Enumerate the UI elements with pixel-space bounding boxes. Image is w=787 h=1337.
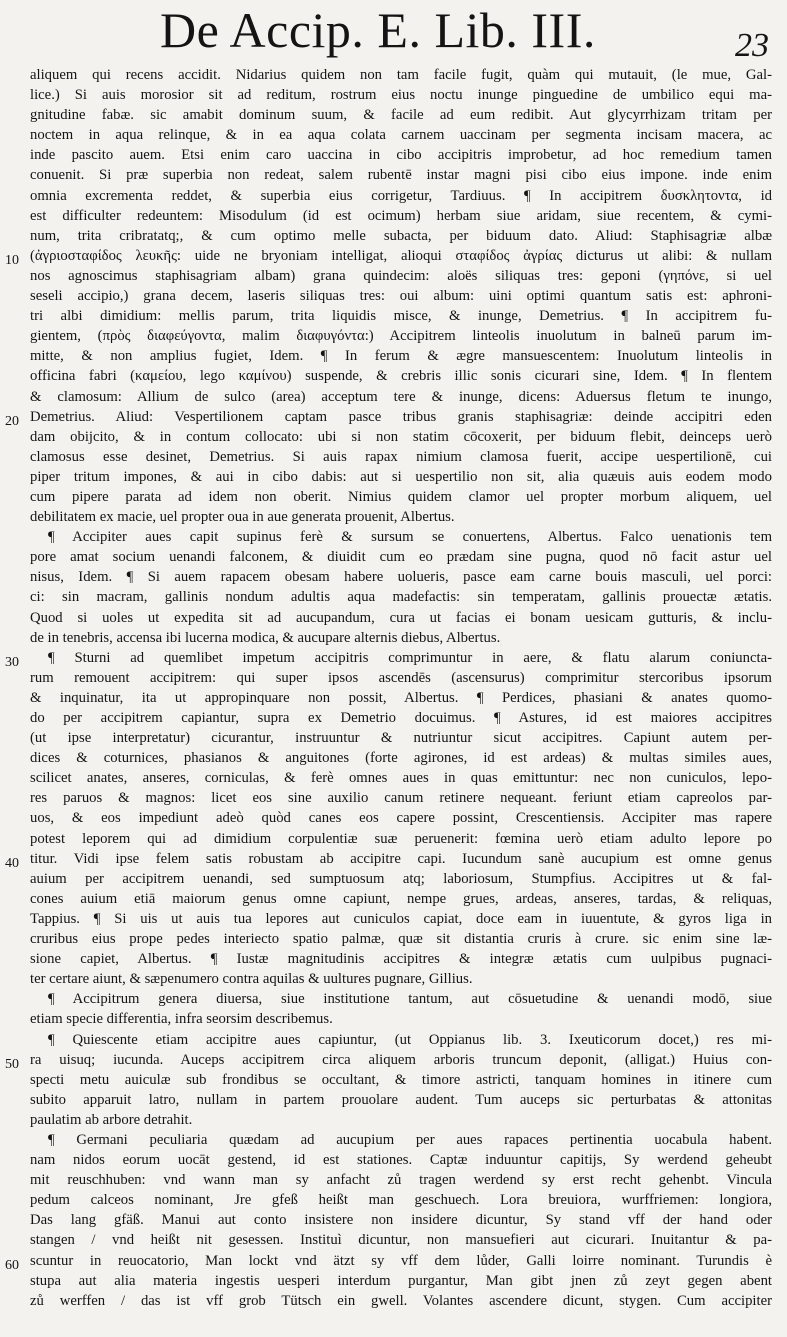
text-line: lice.) Si auis morosior sit ad reditum, rostrum eius noctu inunge pinguedine de umbilico equi ma- xyxy=(30,87,772,104)
text-line: ¶ Germani peculiaria quædam ad aucupium per aues rapaces pertinentia uocabula habent. xyxy=(48,1131,772,1148)
text-line: gientem, (πρὸς διαφεύγοντα, malim διαφυγόντα:) Accipitrem linteolis inuolutum in balneū parum im- xyxy=(30,328,772,345)
text-line: clamosus esse desinet, Demetrius. Si auis rapax nimium clamosa fuerit, accipe uespertilionē, cui xyxy=(30,448,772,465)
margin-line-number: 60 xyxy=(5,1258,19,1273)
text-line: conuenit. Si præ superbia non redeat, salem rubentē instar magni pisi cibo eius impone. inde enim xyxy=(30,167,772,184)
text-line: noctem in aqua relinque, & in ea aqua colata carnem uaccinam per segmenta incisam macera, ac xyxy=(30,127,772,144)
text-line: cruribus eius prope pedes interiecto spatio palmæ, quæ sit distantia cruris à crure. sic enim sine læ- xyxy=(30,931,772,948)
text-line: & clamosum: Allium de sulco (area) acceptum tere & inunge, dicens: Aduersus fletum te inungo, xyxy=(30,388,772,405)
text-line: num, trita cribratatq;, & cum optimo melle subacta, per biduum dato. Aliud: Staphisagriæ albæ xyxy=(30,227,772,244)
body-text xyxy=(30,65,772,1311)
text-line: aliquem qui recens accidit. Nidarius quidem non tam facile fugit, quàm qui mutauit, (le mue, Gal- xyxy=(30,67,772,83)
text-line: etiam specie differentia, infra seorsim describemus. xyxy=(30,1011,333,1028)
text-line: scilicet anates, anseres, corniculas, & ferè omnes aues in quas emittuntur: nec non cuniculos, lepo- xyxy=(30,770,772,787)
text-line: stangen / vnd heißt nit gesessen. Instituì dicuntur, non mansuefieri aut cicurari. Inuitantur & pa- xyxy=(30,1232,772,1249)
margin-line-number: 50 xyxy=(5,1057,19,1072)
text-line: debilitatem ex macie, uel propter oua in aue generata prouenit, Albertus. xyxy=(30,509,455,526)
margin-line-number: 20 xyxy=(5,414,19,429)
text-line: ¶ Accipiter aues capit supinus ferè & sursum se conuertens, Albertus. Falco uenationis tem xyxy=(48,529,772,546)
text-line: officina fabri (καμείου, lego καμίνου) suspende, & crebris illic sonis cicurari sine, Idem. ¶ In flentem xyxy=(30,368,772,385)
text-line: mitte, & non amplius fugiet, Idem. ¶ In ferum & ægre mansuescentem: Inuolutum linteolis in xyxy=(30,348,772,365)
text-line: ra uisuq; iucunda. Auceps accipitrem circa aliquem arboris truncum deponit, (alligat.) Huius con- xyxy=(30,1051,772,1068)
text-line: zů werffen / das ist vff grob Tütsch ein gwell. Volantes ascendere dicunt, stygen. Cum accipiter xyxy=(30,1292,772,1309)
text-line: potest leporem qui ad dimidium corpulentiæ suæ peruenerit: fœmina uerò etiam adulto lepore po xyxy=(30,830,772,847)
text-line: sione capiet, Albertus. ¶ Iustæ magnitudinis accipitres & integræ ætatis cum uulpibus pugnaci- xyxy=(30,951,772,968)
page-number: 23 xyxy=(735,27,769,64)
text-line: dam obijcito, & in contum collocato: ubi si non statim cōcoxerit, per biduum flebit, deinceps uerò xyxy=(30,428,772,445)
text-line: auium per accipitrem uenandi, sed sumptuosum atq; laboriosum, Stumpfius. Accipitres ut & fal- xyxy=(30,870,772,887)
text-line: seseli accipio,) grana decem, laseris siliquas tres: oui album: uini optimi quantum satis est: aphroni- xyxy=(30,288,772,305)
margin-line-number: 40 xyxy=(5,856,19,871)
text-line: (ἀγριοσταφίδος λευκῆς: uide ne bryoniam intelligat, alioqui σταφίδος ἀγρίας dicturus ut alibi: & nullam xyxy=(30,247,772,264)
text-line: gnitudine fabæ. sic amabit dominum suum, & facile ad eum redibit. Aut glycyrrhizam tritam per xyxy=(30,107,772,124)
text-line: ¶ Quiescente etiam accipitre aues capiuntur, (ut Oppianus lib. 3. Ixeuticorum docet,) res mi- xyxy=(48,1031,772,1048)
text-line: omnia excrementa reddet, & superbia eius corrigetur, Tardiuus. ¶ In accipitrem δυσκλητοντα, id xyxy=(30,187,772,204)
margin-line-number: 30 xyxy=(5,655,19,670)
text-line: inde pascito auem. Etsi enim caro uaccina in cibo accipitris improbetur, ad hoc remedium tamen xyxy=(30,147,772,164)
text-line: cones auium etiā maiorum genus omne capiunt, nempe grues, ardeas, anseres, tardas, & reliquas, xyxy=(30,890,772,907)
text-line: est difficulter redeuntem: Misodulum (id est ocimum) herbam siue aridam, siue recentem, & cymi- xyxy=(30,207,772,224)
text-line: Das lang gfäß. Manui aut conto insistere non insidere dicuntur, Sy stand vff der hand oder xyxy=(30,1212,772,1229)
running-header xyxy=(0,0,787,64)
text-line: res paruos & magnos: licet eos sine auxilio canum retinere nequeant. feriunt etiam capreolos par- xyxy=(30,790,772,807)
text-line: pore amat socium uenandi falconem, & diuidit cum eo prædam sine pugna, quod nō facit astur uel xyxy=(30,549,772,566)
text-line: mit reuschhuben: vnd wann man sy anfacht zů tragen werdend sy erst recht gehenbt. Vincula xyxy=(30,1172,772,1189)
text-line: cum pipere parata ad idem non oberit. Nimius quidem clamor uel propter morbum aliquem, uel xyxy=(30,488,772,505)
text-line: stupa aut alia materia ingestis uesperi interdum purgantur, Man gibt jnen zů zeyt gegen abent xyxy=(30,1272,772,1289)
text-line: nam nidos eorum uocāt gestend, id est stationes. Captæ induuntur capitijs, Sy werdend geheubt xyxy=(30,1152,772,1169)
text-line: rum remouent accipitrem: qui super ipsos ascendēs (ascensurus) comprimitur stercoribus ipsorum xyxy=(30,669,772,686)
text-line: uos, & eos impediunt adeò quòd canes eos capere possint, Crescentiensis. Accipiter mas rapere xyxy=(30,810,772,827)
text-line: & inquinatur, ita ut appropinquare non possit, Albertus. ¶ Perdices, phasiani & anates quomo- xyxy=(30,689,772,706)
text-line: nisus, Idem. ¶ Si auem rapacem obesam habere uolueris, pasce eam carne bouis masculi, uel porci: xyxy=(30,569,772,586)
text-line: pedum calceos nominant, Jre gfeß heißt man geschuech. Lora breuiora, wurffriemen: longiora, xyxy=(30,1192,772,1209)
text-line: Quod si uoles ut expedita sit ad aucupandum, cura ut facias ei bonam uesicam gutturis, & inclu- xyxy=(30,609,772,626)
text-line: piper tritum impones, & aui in cibo dabis: aut si uespertilio non sit, alia quæuis auis eodem modo xyxy=(30,468,772,485)
text-line: specti metu auiculæ sub frondibus se occultant, & timore astricti, tanquam homines in itinere cum xyxy=(30,1071,772,1088)
text-line: de in tenebris, accensa ibi lucerna modica, & aucupare alternis diebus, Albertus. xyxy=(30,629,501,646)
text-line: scuntur in reuocatorio, Man lockt vnd ätzt sy vff dem lůder, Galli loirre nominant. Turundis è xyxy=(30,1252,772,1269)
text-line: do per accipitrem capiantur, supra ex Demetrio docuimus. ¶ Astures, id est maiores accipitres xyxy=(30,710,772,726)
text-line: subito apparuit latro, nullam in partem prouolare audent. Tum auceps sic perturbatas & attonitas xyxy=(30,1091,772,1108)
text-line: (ut ipse interpretatur) cicurantur, instruuntur & nutriuntur sicut accipitres. Capiunt autem per- xyxy=(30,730,772,747)
text-line: ci: sin macram, gallinis nondum adultis aqua madefactis: sin temperatam, gallinis prouectæ ætatis. xyxy=(30,589,772,606)
text-line: ¶ Sturni ad quemlibet impetum accipitris comprimuntur in aere, & flatu alarum coniuncta- xyxy=(48,649,772,666)
text-line: titur. Vidi ipse felem satis robustam ab accipitre capi. Iucundum sanè aucupium est omne genus xyxy=(30,850,772,867)
text-line: nos agnoscimus staphisagriam albam) grana quindecim: aloës siliquas tres: geponi (γηπόνε, si uel xyxy=(30,267,772,284)
text-line: ¶ Accipitrum genera diuersa, siue institutione tantum, aut cōsuetudine & uenandi modō, siue xyxy=(48,991,772,1008)
text-line: tri albi dimidium: mellis parum, trita liquidis misce, & inunge, Demetrius. ¶ In accipitrem fu- xyxy=(30,308,772,325)
text-line: dices & coturnices, phasianos & anguitones (forte agirones, id est ardeas) & multas similes aues, xyxy=(30,750,772,767)
running-title: De Accip. E. Lib. III. xyxy=(160,2,596,58)
text-line: paulatim ab arbore detrahit. xyxy=(30,1111,193,1128)
text-line: Tappius. ¶ Si uis ut auis tua lepores aut cuniculos capiat, doce eam in iuuentute, & gyros liga in xyxy=(30,910,772,927)
text-line: Demetrius. Aliud: Vespertilionem captam pasce tribus granis staphisagriæ: deinde accipitri eden xyxy=(30,408,772,425)
text-line: ter certare aiunt, & sæpenumero contra aquilas & uultures pugnare, Gillius. xyxy=(30,971,473,988)
margin-line-number: 10 xyxy=(5,253,19,268)
